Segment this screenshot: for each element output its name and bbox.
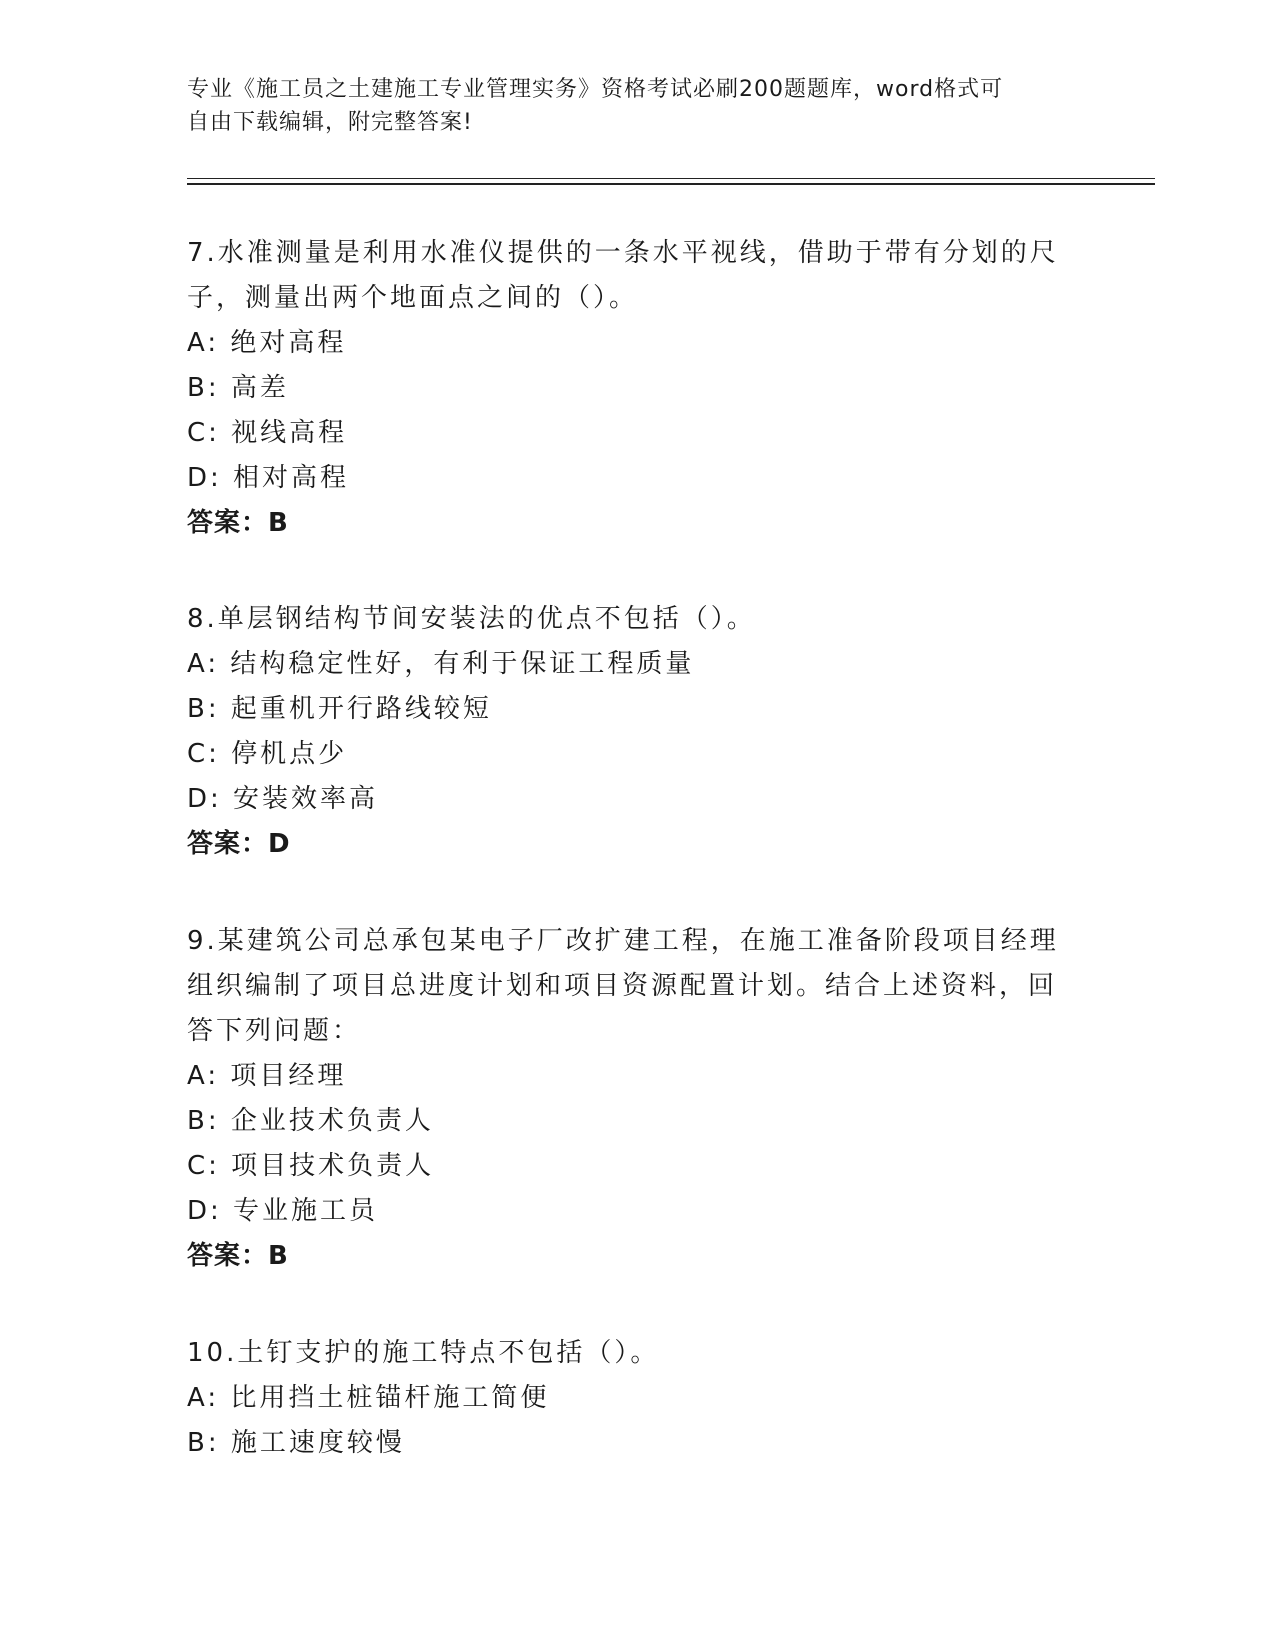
answer: 答案：D — [187, 829, 291, 859]
header-line: 自由下载编辑，附完整答案! — [187, 110, 473, 135]
question-stem: 子，测量出两个地面点之间的（）。 — [187, 283, 639, 313]
option: B: 企业技术负责人 — [187, 1106, 434, 1136]
question-stem: 9.某建筑公司总承包某电子厂改扩建工程，在施工准备阶段项目经理 — [187, 926, 1059, 956]
option: A: 绝对高程 — [187, 328, 347, 358]
header-rule — [187, 178, 1155, 179]
option: C: 视线高程 — [187, 418, 348, 448]
question-stem: 7.水准测量是利用水准仪提供的一条水平视线，借助于带有分划的尺 — [187, 238, 1059, 268]
question-stem: 8.单层钢结构节间安装法的优点不包括（）。 — [187, 604, 756, 634]
option: D: 专业施工员 — [187, 1196, 379, 1226]
header-line: 专业《施工员之土建施工专业管理实务》资格考试必刷200题题库，word格式可 — [187, 77, 1004, 102]
answer: 答案：B — [187, 1241, 289, 1271]
question-stem: 组织编制了项目总进度计划和项目资源配置计划。结合上述资料，回 — [187, 971, 1058, 1001]
document-header — [187, 73, 1067, 139]
option: A: 项目经理 — [187, 1061, 347, 1091]
question-stem: 答下列问题： — [187, 1016, 362, 1046]
answer: 答案：B — [187, 508, 289, 538]
question-stem: 10.土钉支护的施工特点不包括（）。 — [187, 1338, 660, 1368]
option: B: 施工速度较慢 — [187, 1428, 405, 1458]
option: B: 高差 — [187, 373, 289, 403]
option: B: 起重机开行路线较短 — [187, 694, 492, 724]
option: A: 结构稳定性好，有利于保证工程质量 — [187, 649, 695, 679]
option: C: 停机点少 — [187, 739, 348, 769]
option: A: 比用挡土桩锚杆施工简便 — [187, 1383, 550, 1413]
option: D: 相对高程 — [187, 463, 350, 493]
header-rule — [187, 183, 1155, 185]
option: D: 安装效率高 — [187, 784, 379, 814]
option: C: 项目技术负责人 — [187, 1151, 435, 1181]
